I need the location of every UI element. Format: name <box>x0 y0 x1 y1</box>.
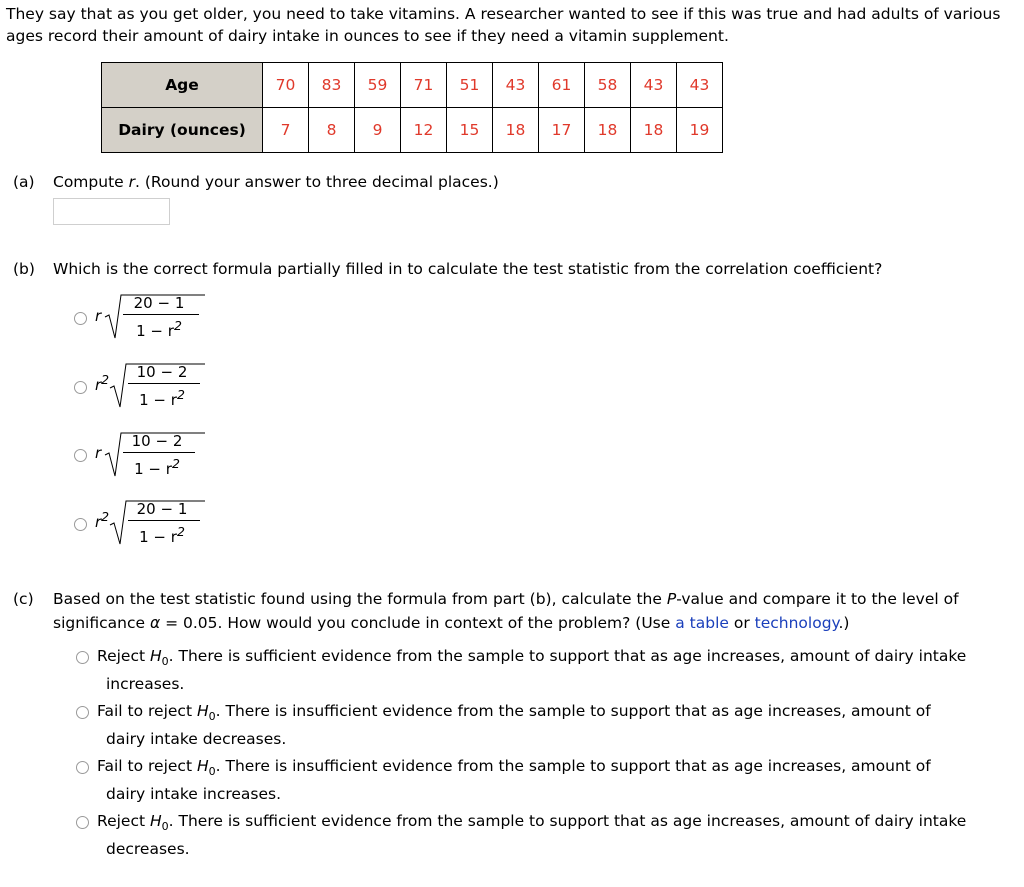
part-c-text: or <box>728 614 755 632</box>
alpha-symbol: α <box>149 614 161 632</box>
option-text: . There is insufficient evidence from the sample to support that as age increases, amount of <box>215 757 931 775</box>
age-cell: 61 <box>539 63 585 108</box>
formula-option-3-radio[interactable] <box>74 449 87 462</box>
dairy-cell: 8 <box>309 108 355 153</box>
dairy-cell: 18 <box>493 108 539 153</box>
h-symbol: H <box>149 812 162 830</box>
formula-prefix: r <box>95 307 102 325</box>
age-cell: 59 <box>355 63 401 108</box>
dairy-cell: 18 <box>585 108 631 153</box>
part-a-var: r <box>128 173 135 191</box>
option-text-cont: dairy intake increases. <box>106 785 282 804</box>
option-text: . There is insufficient evidence from the sample to support that as age increases, amount of <box>215 702 931 720</box>
age-cell: 83 <box>309 63 355 108</box>
conclusion-option-2-radio[interactable] <box>76 706 89 719</box>
dairy-cell: 19 <box>677 108 723 153</box>
option-text-cont: decreases. <box>106 840 190 859</box>
part-c-text: = 0.05. How would you conclude in context of the problem? (Use <box>160 614 676 632</box>
dairy-header: Dairy (ounces) <box>102 108 263 153</box>
formula-denominator: 1 − r <box>139 528 177 546</box>
part-a-text-after: . (Round your answer to three decimal places.) <box>134 173 499 191</box>
formula-numerator: 10 − 2 <box>131 432 183 450</box>
part-a-text: Compute <box>53 173 129 191</box>
formula-option-4 <box>95 497 205 547</box>
h-subscript: 0 <box>161 655 169 669</box>
dairy-row <box>102 108 723 153</box>
formula-prefix-exponent: 2 <box>101 372 110 387</box>
h-symbol: H <box>196 757 209 775</box>
table-link[interactable]: a table <box>675 614 729 632</box>
h-subscript: 0 <box>208 765 216 779</box>
h-subscript: 0 <box>208 710 216 724</box>
formula-den-exponent: 2 <box>171 456 180 471</box>
option-lead: Fail to reject <box>97 757 197 775</box>
conclusion-option-2 <box>97 700 1012 751</box>
dairy-cell: 7 <box>263 108 309 153</box>
dairy-cell: 9 <box>355 108 401 153</box>
option-lead: Fail to reject <box>97 702 197 720</box>
part-c-question <box>13 587 1013 635</box>
option-lead: Reject <box>97 812 150 830</box>
formula-denominator: 1 − r <box>139 391 177 409</box>
option-text: . There is sufficient evidence from the sample to support that as age increases, amount of dairy intake <box>168 812 967 830</box>
formula-den-exponent: 2 <box>176 524 185 539</box>
part-c-text: .) <box>838 614 850 632</box>
age-cell: 43 <box>493 63 539 108</box>
part-b-question <box>13 258 882 280</box>
part-a-label: (a) <box>13 173 35 191</box>
conclusion-option-1-radio[interactable] <box>76 651 89 664</box>
part-c-text: Based on the test statistic found using the formula from part (b), calculate the <box>53 590 667 608</box>
dairy-cell: 18 <box>631 108 677 153</box>
formula-prefix: r <box>95 376 102 394</box>
age-header: Age <box>102 63 263 108</box>
part-b-text: Which is the correct formula partially filled in to calculate the test statistic from the correlation coefficient? <box>53 260 883 278</box>
conclusion-option-3-radio[interactable] <box>76 761 89 774</box>
conclusion-option-4-radio[interactable] <box>76 816 89 829</box>
age-cell: 70 <box>263 63 309 108</box>
option-text: . There is sufficient evidence from the sample to support that as age increases, amount of dairy intake <box>168 647 967 665</box>
formula-option-4-radio[interactable] <box>74 518 87 531</box>
formula-prefix-exponent: 2 <box>101 509 110 524</box>
h-symbol: H <box>149 647 162 665</box>
intro-text: They say that as you get older, you need to take vitamins. A researcher wanted to see if this was true and had adults of various ages record their amount of dairy intake in ounces to see if they need a vitamin supplement. <box>6 5 1001 45</box>
h-symbol: H <box>196 702 209 720</box>
age-row <box>102 63 723 108</box>
formula-numerator: 20 − 1 <box>133 294 185 312</box>
option-text-cont: increases. <box>106 675 185 694</box>
dairy-cell: 17 <box>539 108 585 153</box>
part-c-text: significance <box>53 614 150 632</box>
formula-numerator: 20 − 1 <box>136 500 188 518</box>
age-cell: 71 <box>401 63 447 108</box>
formula-option-2 <box>95 360 205 410</box>
option-text-cont: dairy intake decreases. <box>106 730 287 749</box>
data-table <box>101 62 723 153</box>
age-cell: 51 <box>447 63 493 108</box>
age-cell: 43 <box>631 63 677 108</box>
dairy-cell: 15 <box>447 108 493 153</box>
formula-option-3 <box>95 429 205 479</box>
part-a-question <box>13 171 499 193</box>
h-subscript: 0 <box>161 820 169 834</box>
formula-option-2-radio[interactable] <box>74 381 87 394</box>
conclusion-option-4 <box>97 810 1012 861</box>
conclusion-option-1 <box>97 645 1012 696</box>
formula-den-exponent: 2 <box>173 318 182 333</box>
formula-option-1 <box>95 291 205 341</box>
formula-den-exponent: 2 <box>176 387 185 402</box>
technology-link[interactable]: technology <box>754 614 839 632</box>
part-c-p: P <box>666 590 677 608</box>
formula-denominator: 1 − r <box>136 322 174 340</box>
age-cell: 58 <box>585 63 631 108</box>
part-c-label: (c) <box>13 590 34 608</box>
formula-numerator: 10 − 2 <box>136 363 188 381</box>
formula-prefix: r <box>95 444 102 462</box>
r-answer-input[interactable] <box>53 198 170 225</box>
part-c-text: -value and compare it to the level of <box>676 590 959 608</box>
formula-denominator: 1 − r <box>134 460 172 478</box>
part-b-label: (b) <box>13 260 35 278</box>
formula-prefix: r <box>95 513 102 531</box>
option-lead: Reject <box>97 647 150 665</box>
dairy-cell: 12 <box>401 108 447 153</box>
age-cell: 43 <box>677 63 723 108</box>
formula-option-1-radio[interactable] <box>74 312 87 325</box>
conclusion-option-3 <box>97 755 1012 806</box>
